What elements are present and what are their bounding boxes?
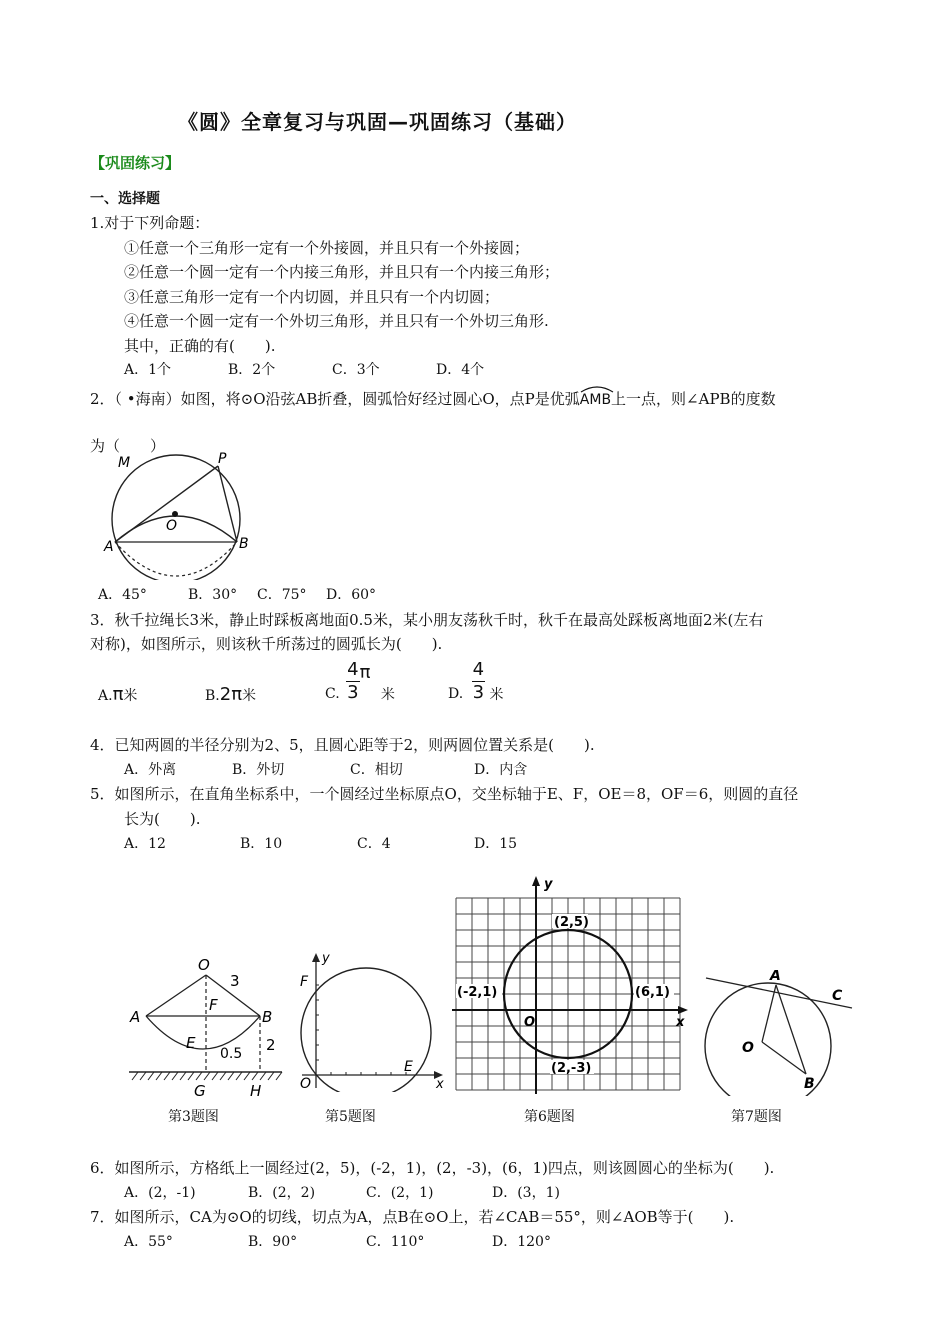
q6-option-a: A．(2，-1) (124, 1185, 196, 1201)
fig7-radius-oa (762, 985, 776, 1042)
fig7-caption: 第7题图 (731, 1109, 782, 1125)
q3-option-b: B.2π米 (205, 684, 257, 705)
q2-label-o: O (166, 518, 178, 534)
fig3-label-g: G (194, 1082, 206, 1100)
page-title: 《圆》全章复习与巩固—巩固练习（基础） (178, 110, 577, 134)
fig7-label-o: O (742, 1040, 754, 1056)
q7-option-d: D．120° (492, 1234, 551, 1250)
q5-line-1: 5．如图所示，在直角坐标系中，一个圆经过坐标原点O，交坐标轴于E、F，OE＝8，OF＝6，则圆的直径 (90, 785, 799, 803)
fig6-caption: 第6题图 (524, 1109, 575, 1125)
fig6-label-x: x (676, 1015, 685, 1030)
fig6-label-right: (6,1) (635, 985, 670, 1000)
fig5-label-o: O (300, 1076, 312, 1092)
q5-option-a: A．12 (124, 836, 166, 852)
fig7-label-a: A (770, 970, 781, 984)
q6-option-c: C．(2，1) (366, 1185, 434, 1201)
q1-item-1: ①任意一个三角形一定有一个外接圆，并且只有一个外接圆； (124, 239, 530, 257)
q2-option-d: D．60° (326, 587, 377, 603)
q4-stem: 4．已知两圆的半径分别为2、5，且圆心距等于2，则两圆位置关系是( ). (90, 736, 595, 754)
q4-option-a: A．外离 (124, 762, 177, 778)
q1-stem: 1.对于下列命题： (90, 214, 210, 232)
fig6-label-o: O (524, 1015, 536, 1030)
q5-line-2: 长为( ). (124, 810, 201, 828)
fig5-y-arrow (312, 953, 320, 962)
fig3-label-e: E (186, 1034, 196, 1052)
q6-option-b: B．(2，2) (248, 1185, 316, 1201)
part-heading: 一、选择题 (90, 191, 160, 207)
q2-label-m: M (118, 455, 131, 471)
q1-option-d: D．4个 (436, 362, 485, 378)
fig3-swing-figure (124, 950, 288, 1100)
fig3-label-2: 2 (266, 1036, 276, 1054)
q4-option-c: C．相切 (350, 762, 403, 778)
fig5-label-e: E (404, 1059, 413, 1075)
fig3-label-f: F (209, 996, 218, 1014)
q1-item-3: ③任意三角形一定有一个内切圆，并且只有一个内切圆； (124, 288, 500, 306)
q2-stem-a: 2．（ •海南）如图，将⊙O沿弦AB折叠，圆弧恰好经过圆心O，点P是优弧 (90, 390, 580, 408)
q2-label-p: P (218, 451, 227, 467)
q3-option-d: D. $\frac{4}{3}$ 米 (448, 658, 504, 703)
q1-option-a: A．1个 (124, 362, 172, 378)
fig6-x-arrow (678, 1006, 688, 1014)
q2-stem (90, 388, 776, 409)
fig3-rope-oa (146, 975, 206, 1016)
section-heading: 【巩固练习】 (90, 154, 181, 172)
q7-option-b: B．90° (248, 1234, 298, 1250)
fig3-label-3: 3 (230, 972, 240, 990)
fig5-circle-figure (294, 948, 450, 1092)
q2-label-b: B (239, 536, 249, 552)
q2-arc-label: AMB (580, 392, 611, 408)
q1-option-b: B．2个 (228, 362, 276, 378)
q3-option-a: A.π米 (98, 684, 138, 705)
fig3-label-b: B (262, 1008, 273, 1026)
fig6-label-top: (2,5) (554, 915, 589, 930)
q1-ask: 其中，正确的有( ). (124, 337, 276, 355)
fig6-label-bottom: (2,-3) (551, 1061, 592, 1076)
q3-line-1: 3．秋千拉绳长3米，静止时踩板离地面0.5米，某小朋友荡秋千时，秋千在最高处踩板离地面2米(左右 (90, 611, 764, 629)
q5-option-c: C．4 (357, 836, 391, 852)
fig6-label-y: y (544, 877, 553, 892)
fig5-caption: 第5题图 (325, 1109, 376, 1125)
q2-option-a: A．45° (98, 587, 147, 603)
q6-option-d: D．(3，1) (492, 1185, 560, 1201)
q2-stem-c: 为（ ） (90, 437, 166, 455)
fig7-radius-ob (762, 1042, 806, 1074)
q2-option-c: C．75° (257, 587, 307, 603)
fig3-swing-arc (146, 1016, 260, 1049)
q3-line-2: 对称)，如图所示，则该秋千所荡过的圆弧长为( ). (90, 635, 443, 653)
fig7-chord-ab (776, 985, 806, 1074)
q7-option-a: A．55° (124, 1234, 173, 1250)
q1-option-c: C．3个 (332, 362, 380, 378)
fig3-label-o: O (198, 956, 210, 974)
q3-option-c: C. $\frac{4}{3}$ π 米 (325, 658, 395, 703)
fig3-ground-hatch (132, 1072, 282, 1080)
q5-option-d: D．15 (474, 836, 518, 852)
fig5-label-x: x (436, 1077, 444, 1092)
fig6-y-arrow (532, 876, 540, 886)
q7-stem: 7．如图所示，CA为⊙O的切线，切点为A，点B在⊙O上，若∠CAB＝55°，则∠AOB等于( ). (90, 1208, 735, 1226)
q6-stem: 6．如图所示，方格纸上一圆经过(2，5)，(-2，1)，(2，-3)，(6，1)四点，则该圆圆心的坐标为( ). (90, 1159, 775, 1177)
q2-figure (100, 450, 260, 580)
fig3-label-half: 0.5 (220, 1046, 243, 1062)
fig3-label-h: H (250, 1082, 262, 1100)
q2-dashed-arc (115, 542, 237, 576)
fig7-label-c: C (832, 988, 843, 1004)
arc-mark-icon (580, 385, 614, 393)
fig7-tangent-figure (700, 970, 860, 1096)
fig6-label-left: (-2,1) (457, 985, 498, 1000)
fig5-label-y: y (322, 951, 330, 966)
fig3-label-a: A (130, 1008, 141, 1026)
q2-option-b: B．30° (188, 587, 238, 603)
fig3-caption: 第3题图 (168, 1109, 219, 1125)
q4-option-d: D．内含 (474, 762, 528, 778)
fig7-label-b: B (804, 1076, 815, 1092)
q2-label-a: A (104, 539, 114, 555)
q2-stem-b: 上一点，则∠APB的度数 (611, 390, 776, 408)
q7-option-c: C．110° (366, 1234, 425, 1250)
q1-item-4: ④任意一个圆一定有一个外切三角形，并且只有一个外切三角形. (124, 312, 549, 330)
fig5-label-f: F (300, 974, 309, 990)
fig6-grid-figure (452, 872, 692, 1102)
q5-option-b: B．10 (240, 836, 283, 852)
q1-item-2: ②任意一个圆一定有一个内接三角形，并且只有一个内接三角形； (124, 263, 560, 281)
q2-center-point (172, 511, 178, 517)
q4-option-b: B．外切 (232, 762, 285, 778)
fig5-ticks (316, 985, 406, 1075)
